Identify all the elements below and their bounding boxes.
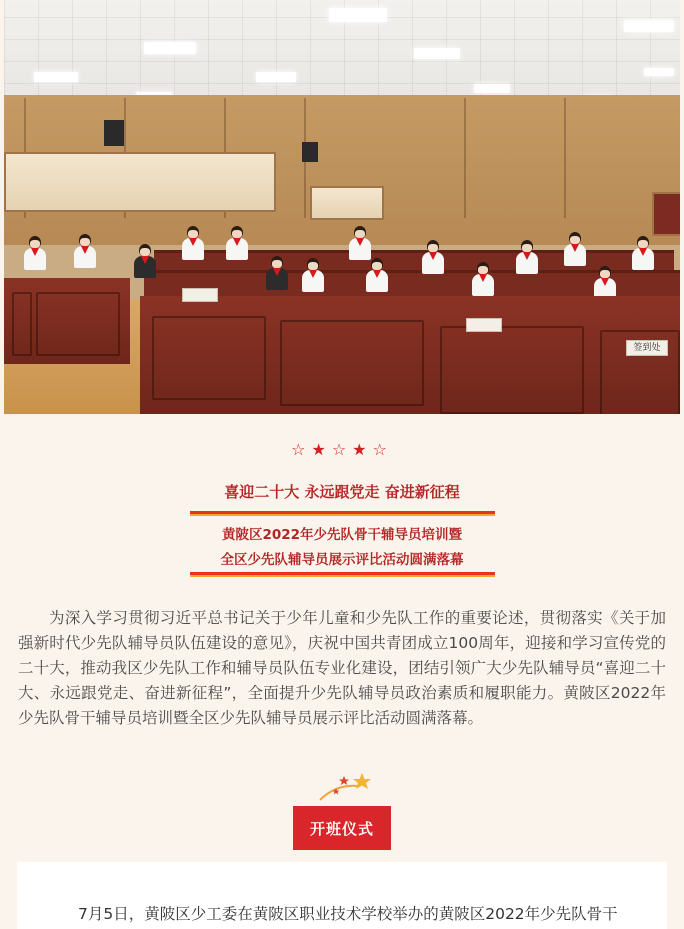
article-title-line-2: 全区少先队辅导员展示评比活动圆满落幕 (220, 552, 464, 568)
attendee (366, 258, 388, 292)
slogan-heading: 喜迎二十大 永远跟党走 奋进新征程 (224, 483, 460, 501)
wall-speaker (104, 120, 124, 146)
divider-rule-top (190, 511, 495, 516)
attendee (632, 236, 654, 270)
nameplate (182, 288, 218, 302)
star-outline-icon: ☆ (372, 440, 393, 459)
desk-inlay (12, 292, 32, 356)
front-desk (140, 296, 680, 414)
section-body-text: 7月5日，黄陂区少工委在黄陂区职业技术学校举办的黄陂区2022年少先队骨干 (78, 905, 618, 923)
ceiling-light (256, 72, 296, 82)
photo-window (4, 152, 276, 212)
desk-inlay (280, 320, 424, 406)
attendee (24, 236, 46, 270)
hero-photo (4, 0, 680, 414)
attendee (226, 226, 248, 260)
ceiling-light (329, 8, 387, 22)
sign-in-nameplate: 签到处 (626, 340, 668, 356)
attendee (564, 232, 586, 266)
attendee (134, 244, 156, 278)
attendee (302, 258, 324, 292)
wall-speaker (302, 142, 318, 162)
divider-rule-bottom (190, 572, 495, 577)
attendee (74, 234, 96, 268)
desk-inlay (440, 326, 584, 414)
section-card (17, 862, 667, 929)
photo-window (310, 186, 384, 220)
ceiling-light (34, 72, 78, 82)
attendee (182, 226, 204, 260)
desk-inlay (36, 292, 120, 356)
ceiling-light (144, 42, 196, 54)
ceiling-light (474, 84, 510, 93)
star-outline-icon: ☆ (331, 440, 353, 459)
ceiling-light (624, 20, 674, 32)
sparkle-icon (314, 770, 374, 806)
attendee (349, 226, 371, 260)
wall-panel (564, 98, 566, 218)
star-filled-icon: ★ (352, 440, 373, 459)
section-badge: 开班仪式 (293, 806, 391, 850)
attendee (516, 240, 538, 274)
nameplate (466, 318, 502, 332)
ceiling-light (414, 48, 460, 59)
article-title-line-1: 黄陂区2022年少先队骨干辅导员培训暨 (221, 527, 463, 543)
star-ornament (0, 440, 684, 459)
photo-window (652, 192, 680, 236)
attendee (472, 262, 494, 296)
star-filled-icon: ★ (311, 440, 332, 459)
star-outline-icon: ☆ (291, 440, 312, 459)
attendee (422, 240, 444, 274)
wall-panel (464, 98, 466, 218)
front-desk-left (4, 278, 130, 364)
intro-paragraph: 为深入学习贯彻习近平总书记关于少年儿童和少先队工作的重要论述，贯彻落实《关于加强新时代少先队辅导员队伍建设的意见》，庆祝中国共青团成立100周年，迎接和学习宣传党的二十大，推动我区少先队工作和辅导员队伍专业化建设，团结引领广大少先队辅导员“喜迎二十大、永远跟党走、奋进新征程”，全面提升少先队辅导员政治素质和履职能力。黄陂区2022年少先队骨干辅导员培训暨全区少先队辅导员展示评比活动圆满落幕。 (18, 609, 666, 727)
attendee (594, 266, 616, 300)
attendee (266, 256, 288, 290)
desk-inlay (152, 316, 266, 400)
ceiling-light (644, 68, 674, 76)
